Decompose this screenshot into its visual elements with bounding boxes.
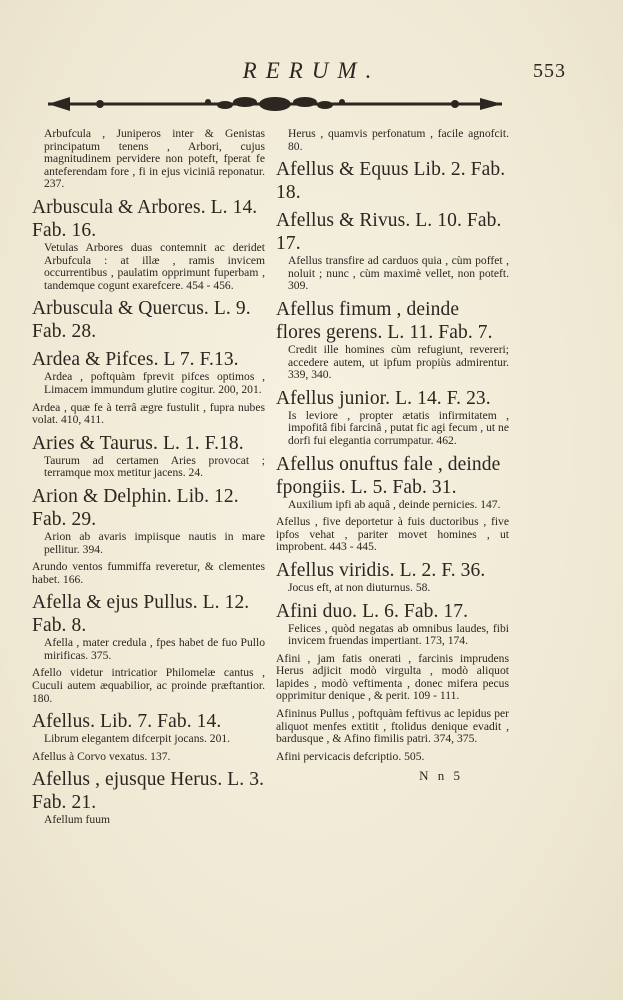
entry-text: Arion ab avaris impiisque nautis in mare pellitur. 394. <box>44 529 265 556</box>
left-column <box>32 128 265 832</box>
entry-heading: Arion & Delphin. Lib. 12. Fab. 29. <box>32 485 239 530</box>
entry-text: Vetulas Arbores duas contemnit ac deridet Arbufcula : at illæ , ramis invicem occurrentibus , paulatim opprimunt fuperbam , tandemque cogunt exarefcere. 454 - 456. <box>44 240 265 292</box>
continued-text-body: Herus , quamvis perfonatum , facile agnofcit. 80. <box>288 127 509 153</box>
index-note <box>32 402 265 427</box>
running-head: RERUM. <box>242 58 381 83</box>
continued-text-body: Arbufcula , Juniperos inter & Genistas principatum tenens , Arbori, cujus magnitudinem pervidere non poteft, fperat fe anteferendam fore , fi in ejus viciniâ reponatur. 237. <box>44 127 265 191</box>
index-entry <box>276 387 509 448</box>
entry-text: Afella , mater credula , fpes habet de fuo Pullo mirificas. 375. <box>44 636 265 662</box>
index-entry <box>32 432 265 480</box>
entry-text: Taurum ad certamen Aries provocat ; terramque mox metitur jacens. 24. <box>44 453 265 480</box>
printer-signature-mark: N n 5 <box>419 768 463 784</box>
index-note <box>276 653 509 703</box>
entry-heading: Arbuscula & Arbores. L. 14. Fab. 16. <box>32 196 258 241</box>
entry-text: Auxilium ipfi ab aquâ , deinde pernicies. 147. <box>288 497 501 511</box>
entry-heading: Arbuscula & Quercus. L. 9. Fab. 28. <box>32 298 251 343</box>
index-entry <box>32 297 265 343</box>
index-note <box>276 708 509 746</box>
index-entry <box>276 453 509 512</box>
entry-heading: Afellus junior. L. 14. F. 23. <box>276 387 491 409</box>
entry-heading: Afini duo. L. 6. Fab. 17. <box>276 600 469 622</box>
entry-text: Felices , quòd negatas ab omnibus laudes, fibi invicem fruendas impertiant. 173, 174. <box>288 621 509 648</box>
continued-text <box>276 128 509 153</box>
index-note <box>276 516 509 554</box>
index-entry <box>32 196 265 292</box>
note-text: Afininus Pullus , poftquàm feftivus ac lepidus per aliquot menfes extitit , ftolidus denique evadit , bardusque , & Afino fimilis patri. 374, 375. <box>276 707 509 746</box>
entry-heading: Aries & Taurus. L. 1. F.18. <box>32 432 244 454</box>
note-text: Afellus , five deportetur à fuis ductoribus , five ipfos vehat , pariter movet homines , ut improbent. 443 - 445. <box>276 515 509 554</box>
index-entry <box>32 591 265 662</box>
index-note <box>32 751 265 764</box>
index-entry <box>276 158 509 204</box>
continued-text <box>32 128 265 191</box>
entry-heading: Afellus & Equus Lib. 2. Fab. 18. <box>276 159 506 204</box>
entry-heading: Afellus fimum , deinde flores gerens. L. 11. Fab. 7. <box>276 298 493 343</box>
entry-heading: Afellus onuftus fale , deinde fpongiis. L. 5. Fab. 31. <box>276 453 501 498</box>
index-entry <box>276 559 509 595</box>
index-entry <box>32 348 265 396</box>
entry-text: Afellum fuum <box>44 813 111 827</box>
index-entry <box>276 600 509 648</box>
entry-heading: Afellus & Rivus. L. 10. Fab. 17. <box>276 210 502 255</box>
note-text: Ardea , quæ fe à terrâ ægre fustulit , fupra nubes volat. 410, 411. <box>32 400 265 427</box>
decorative-rule-ornament <box>40 92 510 116</box>
entry-text: Credit ille homines cùm refugiunt, revereri; accedere autem, ut ipfum propiùs admirentur. 339, 340. <box>288 342 509 382</box>
index-entry <box>276 298 509 382</box>
note-text: Afini pervicacis defcriptio. 505. <box>276 749 425 763</box>
page-number: 553 <box>533 60 566 82</box>
entry-text: Ardea , poftquàm fprevit pifces optimos , Limacem immundum glutire cogitur. 200, 201. <box>44 370 265 396</box>
index-entry <box>276 209 509 293</box>
entry-heading: Afellus. Lib. 7. Fab. 14. <box>32 711 222 733</box>
note-text: Arundo ventos fummiffa reveretur, & clementes habet. 166. <box>32 560 265 586</box>
right-column <box>276 128 509 784</box>
entry-heading: Afellus , ejusque Herus. L. 3. Fab. 21. <box>32 769 265 814</box>
index-entry <box>32 710 265 746</box>
entry-text: Afellus transfire ad carduos quia , cùm poffet , noluit ; nunc , cùm maximè vellet, non poteft. 309. <box>288 254 509 293</box>
note-text: Afello videtur intricatior Philomelæ cantus , Cuculi autem æquabilior, ac proinde præftantior. 180. <box>32 666 265 705</box>
index-note <box>276 751 509 764</box>
note-text: Afini , jam fatis onerati , farcinis imprudens Herus adjicit modò virgulta , modò aliquot lapides , modò veftimenta , donec mifera pecus opprimitur denique , & perit. 109 - 111. <box>276 651 509 703</box>
entry-heading: Ardea & Pifces. L 7. F.13. <box>32 349 239 371</box>
entry-heading: Afellus viridis. L. 2. F. 36. <box>276 559 486 581</box>
index-entry <box>32 768 265 827</box>
entry-heading: Afella & ejus Pullus. L. 12. Fab. 8. <box>32 592 250 637</box>
index-entry <box>32 485 265 556</box>
note-text: Afellus à Corvo vexatus. 137. <box>32 749 171 763</box>
entry-text: Jocus eft, at non diuturnus. 58. <box>288 580 431 594</box>
index-note <box>32 561 265 586</box>
entry-text: Is leviore , propter ætatis infirmitatem , impofitâ fibi farcinâ , putat fic agi fecum , ut ne dorfi fui elegantia corrumpatur. 462. <box>288 408 509 447</box>
index-note <box>32 667 265 705</box>
entry-text: Librum elegantem difcerpit jocans. 201. <box>44 732 231 746</box>
